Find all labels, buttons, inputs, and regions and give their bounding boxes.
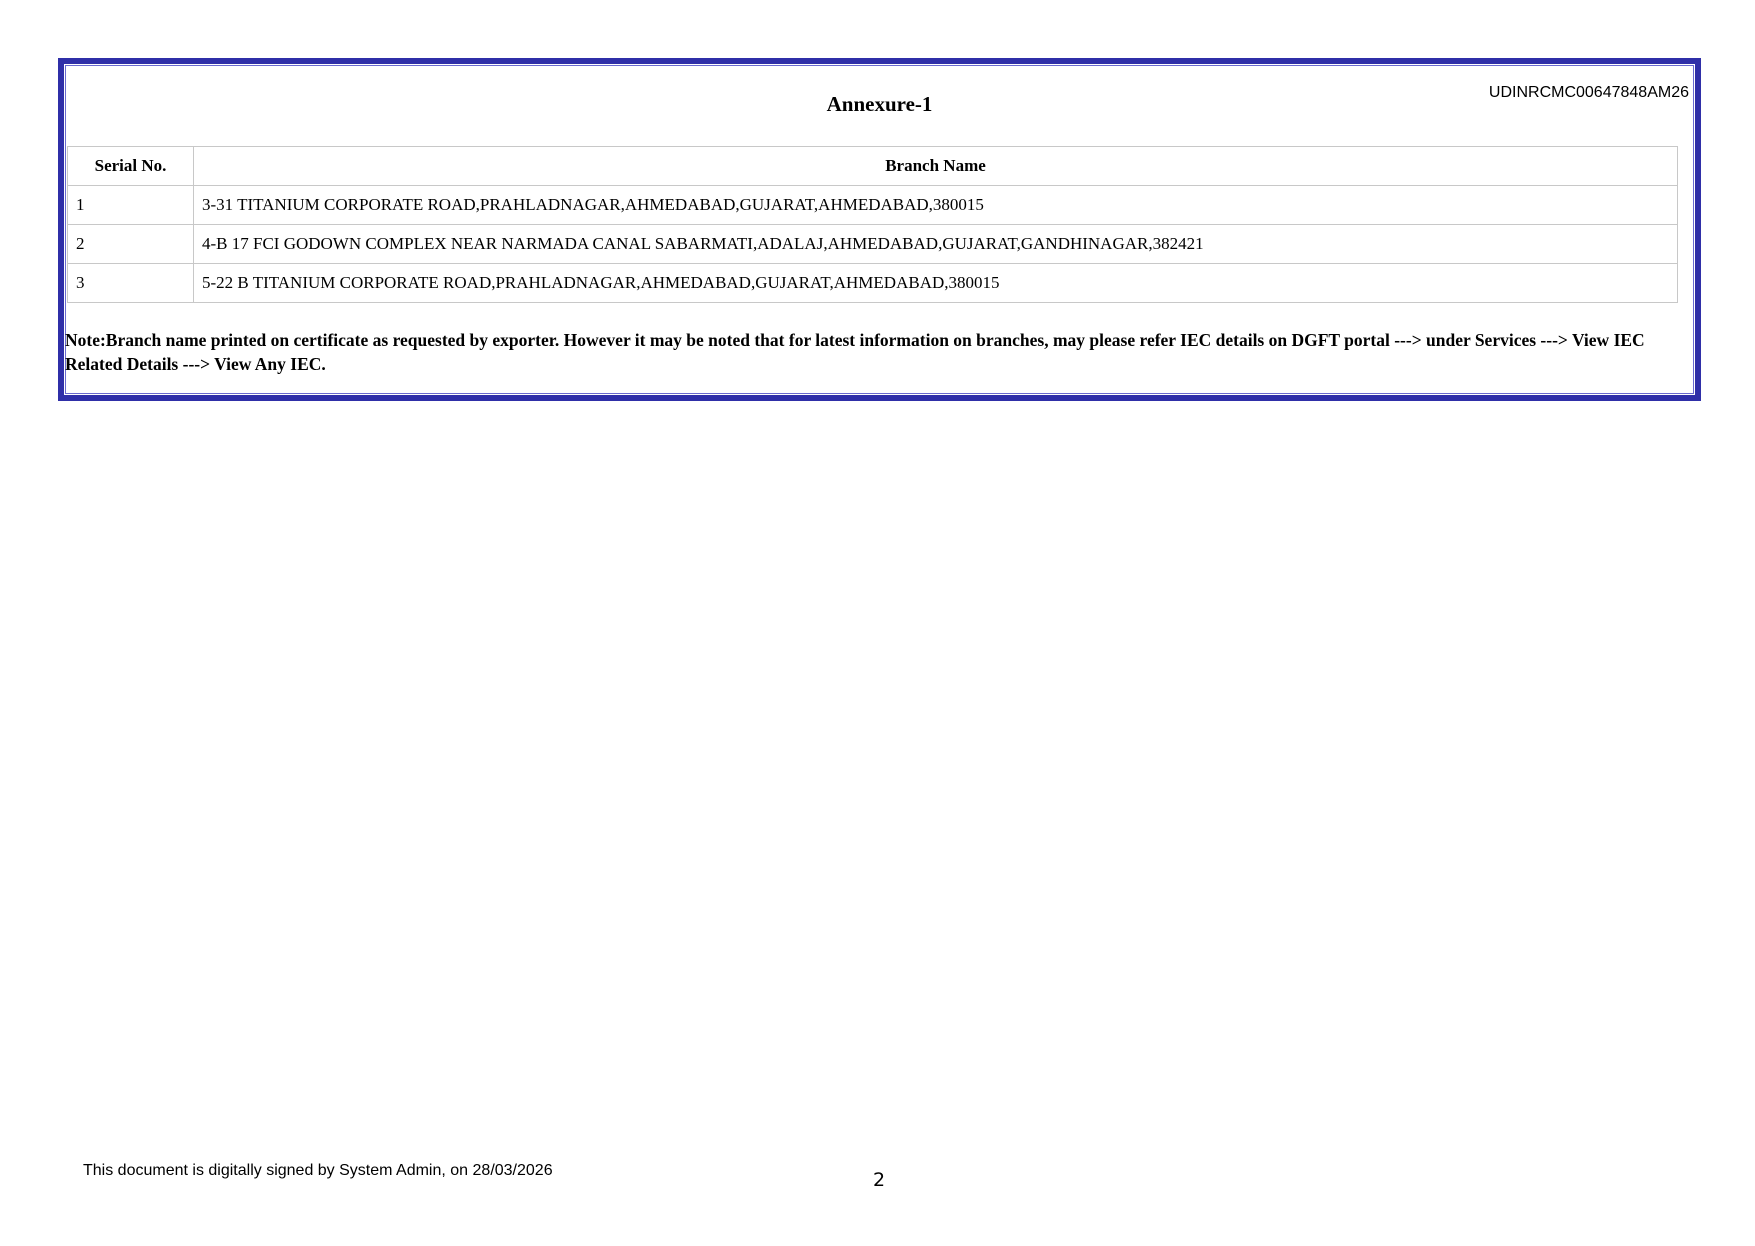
serial-cell: 3 (68, 264, 194, 303)
table-header-row (68, 147, 1678, 186)
page-number: 2 (873, 1169, 886, 1191)
serial-cell: 2 (68, 225, 194, 264)
table-row (68, 186, 1678, 225)
serial-cell: 1 (68, 186, 194, 225)
annexure-frame (58, 58, 1701, 401)
branch-cell: 5-22 B TITANIUM CORPORATE ROAD,PRAHLADNAGAR,AHMEDABAD,GUJARAT,AHMEDABAD,380015 (194, 264, 1678, 303)
digital-signature-text: This document is digitally signed by System Admin, on 28/03/2026 (83, 1162, 553, 1179)
udin-number: UDINRCMC00647848AM26 (1488, 84, 1689, 101)
branch-cell: 4-B 17 FCI GODOWN COMPLEX NEAR NARMADA CANAL SABARMATI,ADALAJ,AHMEDABAD,GUJARAT,GANDHINAGAR,382421 (194, 225, 1678, 264)
branch-name-header: Branch Name (194, 147, 1678, 186)
branch-note: Note:Branch name printed on certificate as requested by exporter. However it may be noted that for latest information on branches, may please refer IEC details on DGFT portal ---> under Services ---> View IEC Related Details ---> View Any IEC. (65, 330, 1645, 374)
branch-cell: 3-31 TITANIUM CORPORATE ROAD,PRAHLADNAGAR,AHMEDABAD,GUJARAT,AHMEDABAD,380015 (194, 186, 1678, 225)
annexure-title: Annexure-1 (826, 92, 933, 116)
branch-table (67, 146, 1678, 303)
table-row (68, 225, 1678, 264)
table-row (68, 264, 1678, 303)
serial-no-header: Serial No. (68, 147, 194, 186)
